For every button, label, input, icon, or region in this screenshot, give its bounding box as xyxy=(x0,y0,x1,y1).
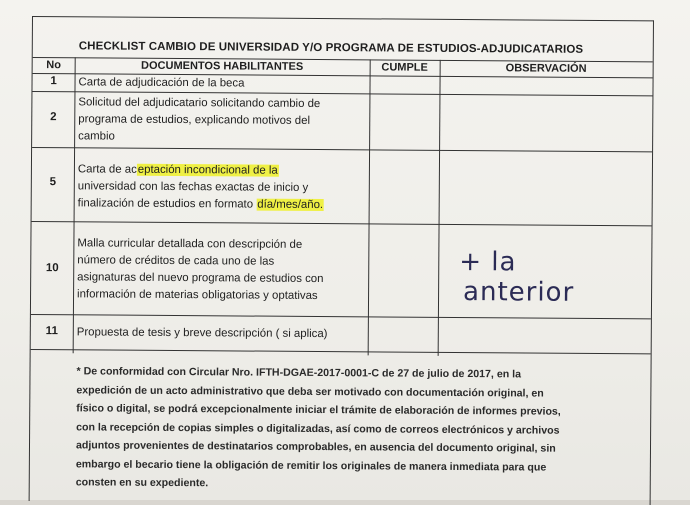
header-no: No xyxy=(33,57,75,74)
text-line: Malla curricular detallada con descripción de xyxy=(77,237,303,251)
note-line: físico o digital, se podrá excepcionalmente iniciar el trámite de elaboración de informes previos, xyxy=(76,402,561,418)
text-line: asignaturas del nuevo programa de estudios con xyxy=(77,271,324,286)
note-line: adjuntos provenientes de destinatarios comprobables, en ausencia del documento original, sin xyxy=(75,439,556,455)
row-document-text: Propuesta de tesis y breve descripción ( si aplica) xyxy=(76,326,328,341)
handwritten-note: + la xyxy=(459,246,517,278)
note-line: embargo el becario tiene la obligación de remitir los originales de manera inmediata para que xyxy=(75,457,547,474)
text-segment: Carta de ac xyxy=(77,163,137,176)
row-document-text: Carta de adjudicación de la beca xyxy=(78,76,245,90)
checklist-title xyxy=(33,17,653,62)
row-number: 11 xyxy=(45,325,58,338)
text-line xyxy=(78,195,368,214)
text-segment: finalización de estudios en formato xyxy=(77,197,257,211)
header-observacion: OBSERVACIÓN xyxy=(440,60,653,78)
text-line: número de créditos de cada uno de las xyxy=(77,254,275,268)
text-line: Solicitud del adjudicatario solicitando cambio de xyxy=(78,96,321,111)
text-line: programa de estudios, explicando motivos del xyxy=(78,113,311,127)
table-row xyxy=(31,222,652,319)
table-row xyxy=(32,92,652,152)
compliance-note xyxy=(76,362,637,495)
note-line: con la recepción de copias simples o digitalizadas, así como de correos electrónicos y archivos xyxy=(76,420,560,437)
checklist-title-text: CHECKLIST CAMBIO DE UNIVERSIDAD Y/O PROGRAMA DE ESTUDIOS-ADJUDICATARIOS xyxy=(78,40,584,56)
note-line: * De conformidad con Circular Nro. IFTH-DGAE-2017-0001-C de 27 de julio de 2017, en la xyxy=(76,365,522,381)
row-document-text xyxy=(78,94,368,147)
note-line: expedición de un acto administrativo que deba ser motivado con documentación original, en xyxy=(76,383,544,400)
table-row xyxy=(32,148,653,226)
handwritten-note: anterior xyxy=(462,277,575,308)
highlighted-text: eptación incondicional de la xyxy=(137,163,278,177)
text-line: universidad con las fechas exactas de inicio y xyxy=(77,180,309,194)
header-documentos: DOCUMENTOS HABILITANTES xyxy=(75,57,370,76)
note-line: consten en su expediente. xyxy=(75,476,209,490)
text-line xyxy=(78,161,368,180)
row-number: 2 xyxy=(50,111,57,124)
table-row xyxy=(31,315,651,354)
row-number: 5 xyxy=(49,176,57,189)
text-line: cambio xyxy=(78,130,115,143)
row-document-text xyxy=(77,235,367,305)
row-number: 10 xyxy=(45,262,59,275)
row-document-text xyxy=(78,161,368,214)
checklist-table xyxy=(29,16,654,505)
text-line: información de materias obligatorias y optativas xyxy=(77,288,318,303)
highlighted-text: día/mes/año. xyxy=(257,198,324,212)
header-cumple: CUMPLE xyxy=(370,59,440,76)
row-number: 1 xyxy=(50,75,57,88)
